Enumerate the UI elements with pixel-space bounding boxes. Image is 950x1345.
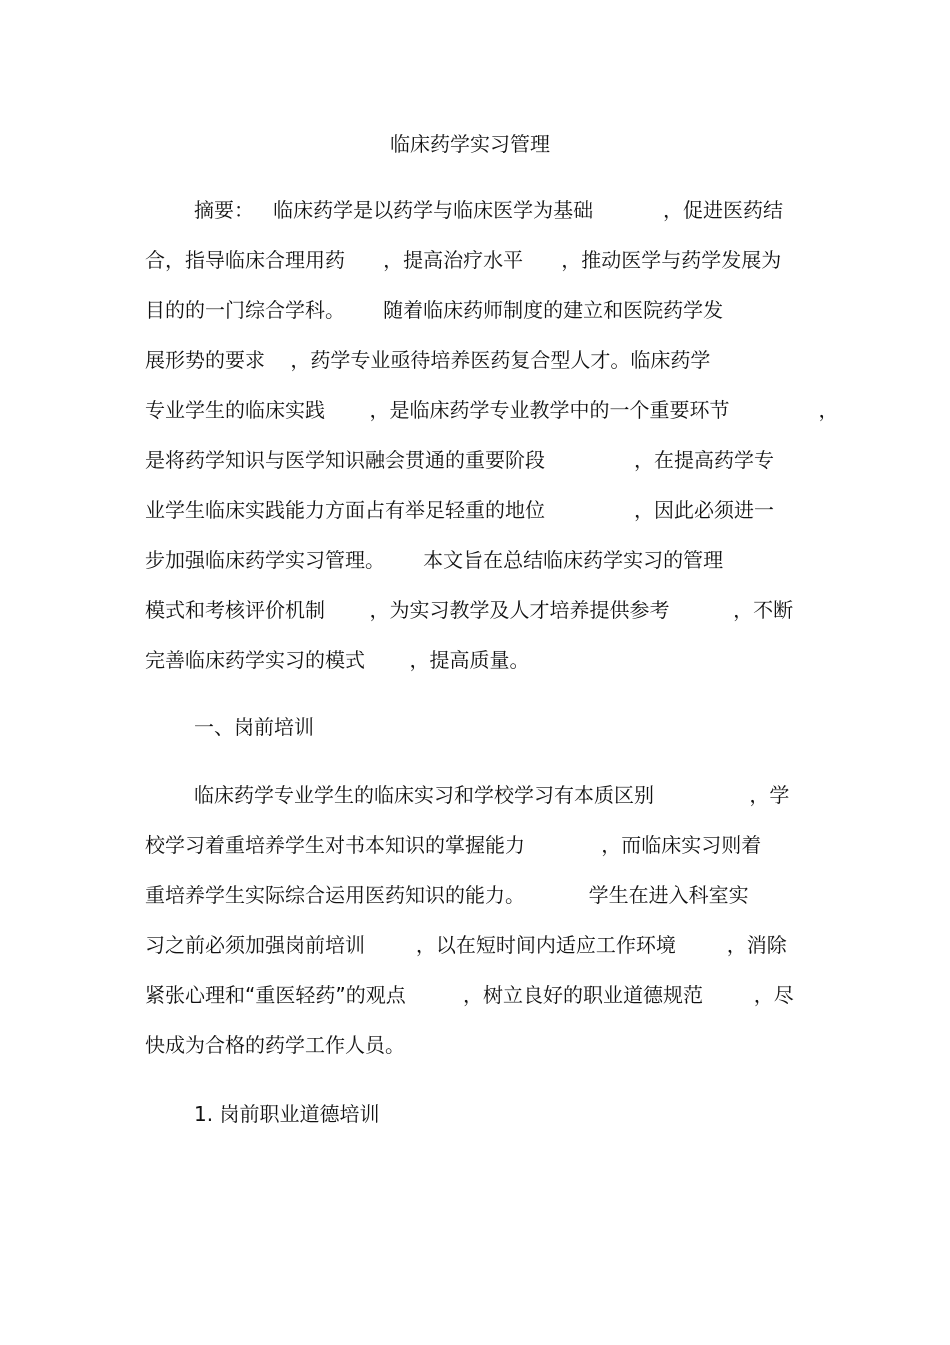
- abstract-line-5: 专业学生的临床实践 ，是临床药学专业教学中的一个重要环节 ，: [145, 398, 839, 422]
- section-1-line-5: 紧张心理和“重医轻药”的观点 ，树立良好的职业道德规范 ，尽: [145, 983, 794, 1007]
- section-1-line-2: 校学习着重培养学生对书本知识的掌握能力 ，而临床实习则着: [145, 833, 762, 857]
- section-heading-pre-job-training: 一、岗前培训: [194, 715, 314, 739]
- abstract-line-4: 展形势的要求 ，药学专业亟待培养医药复合型人才。临床药学: [145, 348, 711, 372]
- section-1-line-4: 习之前必须加强岗前培训 ，以在短时间内适应工作环境 ，消除: [145, 933, 787, 957]
- subsection-heading-ethics-training: 1. 岗前职业道德培训: [194, 1102, 380, 1126]
- abstract-line-9: 模式和考核评价机制 ，为实习教学及人才培养提供参考 ，不断: [145, 598, 794, 622]
- abstract-line-3: 目的的一门综合学科。 随着临床药师制度的建立和医院药学发: [145, 298, 724, 322]
- abstract-line-1: 摘要： 临床药学是以药学与临床医学为基础 ，促进医药结: [194, 198, 784, 222]
- section-1-line-3: 重培养学生实际综合运用医药知识的能力。 学生在进入科室实: [145, 883, 749, 907]
- abstract-line-2: 合，指导临床合理用药 ，提高治疗水平 ，推动医学与药学发展为: [145, 248, 782, 272]
- abstract-line-7: 业学生临床实践能力方面占有举足轻重的地位 ，因此必须进一: [145, 498, 775, 522]
- abstract-line-6: 是将药学知识与医学知识融会贯通的重要阶段 ，在提高药学专: [145, 448, 775, 472]
- section-1-line-1: 临床药学专业学生的临床实习和学校学习有本质区别 ，学: [194, 783, 790, 807]
- abstract-line-10: 完善临床药学实习的模式 ，提高质量。: [145, 648, 530, 672]
- section-1-line-6: 快成为合格的药学工作人员。: [145, 1033, 405, 1057]
- document-title: 临床药学实习管理: [390, 132, 550, 156]
- abstract-line-8: 步加强临床药学实习管理。 本文旨在总结临床药学实习的管理: [145, 548, 724, 572]
